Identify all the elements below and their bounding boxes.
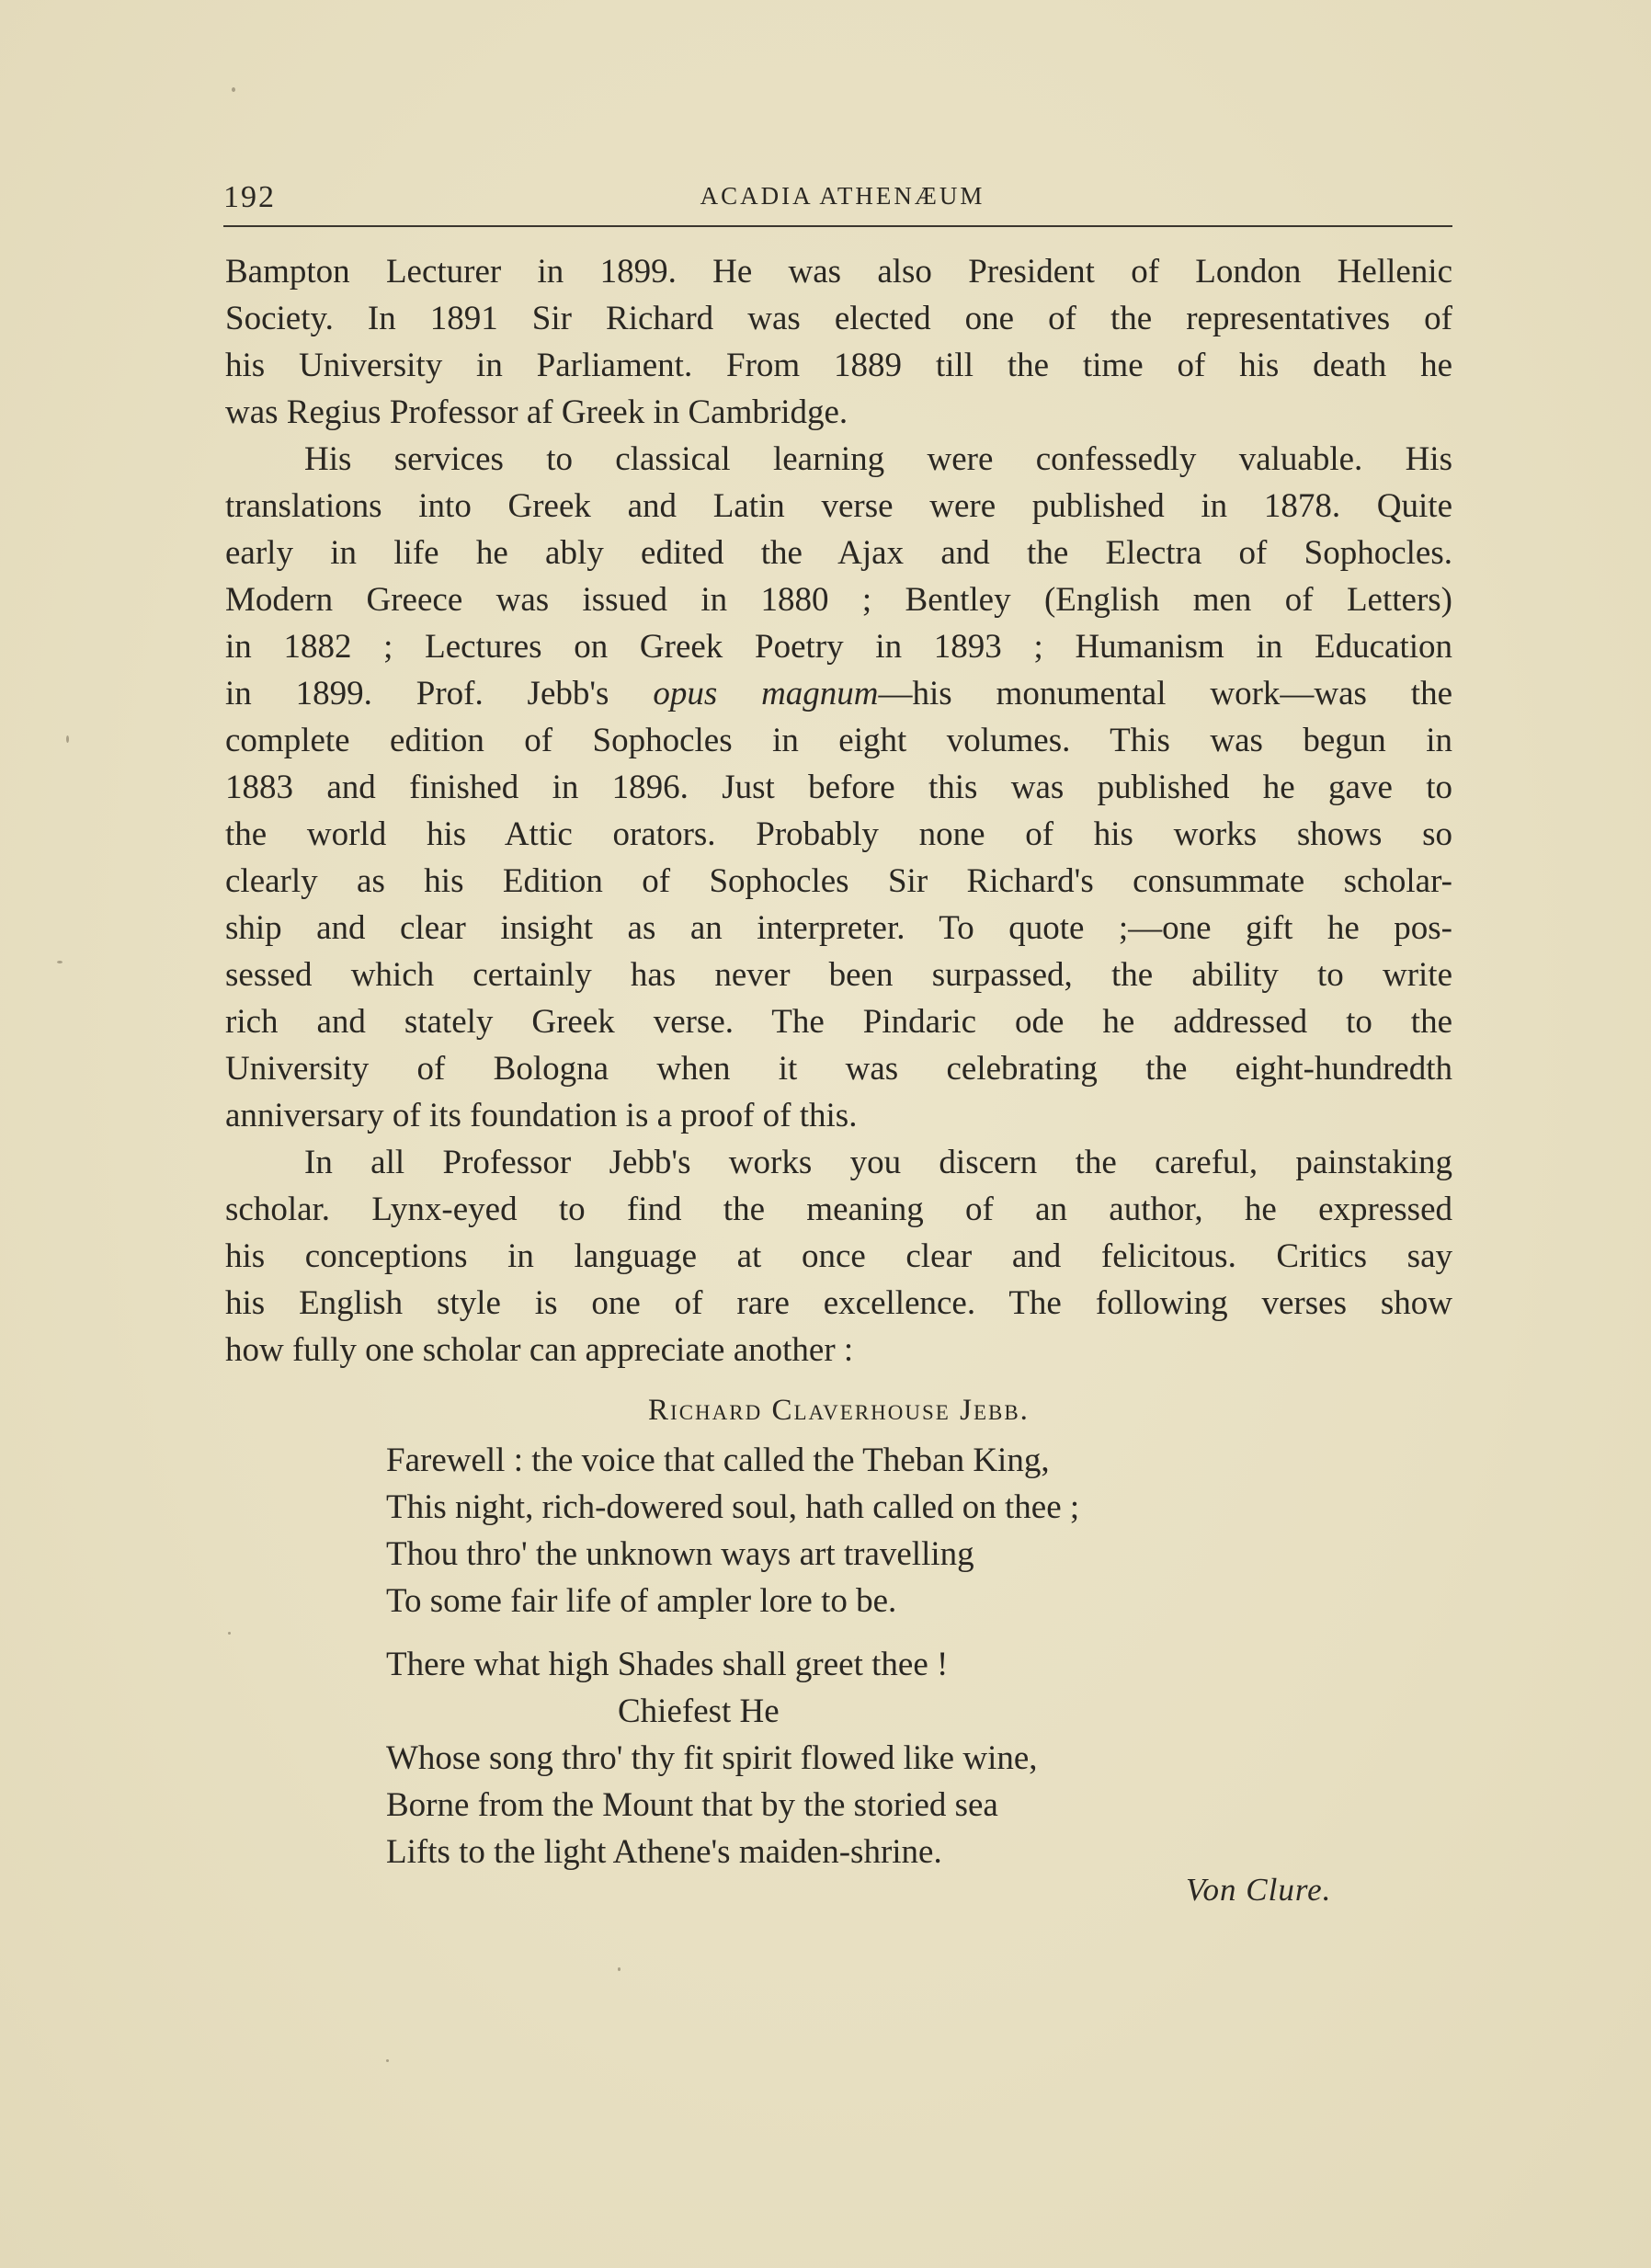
text-line-with-italic bbox=[225, 670, 1452, 717]
poem-line: Farewell : the voice that called the Theban King, bbox=[386, 1442, 1050, 1479]
poem-line: Lifts to the light Athene's maiden-shrine. bbox=[386, 1833, 942, 1871]
paper-speck bbox=[66, 735, 69, 743]
poem-line: This night, rich-dowered soul, hath called on thee ; bbox=[386, 1488, 1080, 1526]
poem-title: Richard Claverhouse Jebb. bbox=[648, 1394, 1030, 1427]
poem-stanza bbox=[386, 1437, 1305, 1624]
text-line: how fully one scholar can appreciate another : bbox=[225, 1331, 854, 1369]
poem-line: Thou thro' the unknown ways art travelling bbox=[386, 1535, 974, 1573]
text-line: the world his Attic orators. Probably none of his works shows so bbox=[225, 815, 1452, 853]
text-line: his conceptions in language at once clear and felicitous. Critics say bbox=[225, 1237, 1452, 1275]
text-line: his University in Parliament. From 1889 till the time of his death he bbox=[225, 347, 1452, 384]
text-segment: —his monumental work—was the bbox=[878, 675, 1453, 712]
paper-speck bbox=[618, 1967, 621, 1971]
poem-line: To some fair life of ampler lore to be. bbox=[386, 1582, 897, 1620]
article-body bbox=[225, 248, 1452, 1373]
text-line: University of Bologna when it was celebrating the eight-hundredth bbox=[225, 1050, 1452, 1088]
poem-signature: Von Clure. bbox=[1186, 1872, 1332, 1908]
text-line: anniversary of its foundation is a proof of this. bbox=[225, 1097, 858, 1134]
poem-line: There what high Shades shall greet thee ! bbox=[386, 1646, 949, 1683]
journal-title: ACADIA ATHENÆUM bbox=[700, 182, 985, 210]
text-line: translations into Greek and Latin verse were published in 1878. Quite bbox=[225, 487, 1452, 525]
text-line: ship and clear insight as an interpreter. To quote ;—one gift he pos- bbox=[225, 909, 1452, 947]
paper-speck bbox=[228, 1632, 231, 1635]
text-line: Modern Greece was issued in 1880 ; Bentley (English men of Letters) bbox=[225, 581, 1452, 619]
paper-speck bbox=[232, 87, 235, 92]
text-line: His services to classical learning were confessedly valuable. His bbox=[304, 440, 1452, 478]
poem-line: Borne from the Mount that by the storied sea bbox=[386, 1786, 998, 1824]
running-head bbox=[223, 180, 1452, 226]
text-line: Bampton Lecturer in 1899. He was also President of London Hellenic bbox=[225, 253, 1452, 291]
text-segment: in 1899. Prof. Jebb's bbox=[225, 675, 654, 712]
text-line: rich and stately Greek verse. The Pindaric ode he addressed to the bbox=[225, 1003, 1452, 1041]
paper-speck bbox=[57, 961, 63, 963]
text-line: clearly as his Edition of Sophocles Sir Richard's consummate scholar- bbox=[225, 862, 1452, 900]
page-number: 192 bbox=[223, 180, 276, 214]
poem-line: Whose song thro' thy fit spirit flowed like wine, bbox=[386, 1739, 1038, 1777]
text-line: was Regius Professor af Greek in Cambridge. bbox=[225, 393, 848, 431]
text-line: sessed which certainly has never been surpassed, the ability to write bbox=[225, 956, 1452, 994]
text-line: scholar. Lynx-eyed to find the meaning of an author, he expressed bbox=[225, 1191, 1452, 1228]
text-line: In all Professor Jebb's works you discern the careful, painstaking bbox=[304, 1144, 1452, 1181]
paper-speck bbox=[386, 2059, 389, 2062]
header-rule bbox=[223, 225, 1452, 227]
text-line: 1883 and finished in 1896. Just before this was published he gave to bbox=[225, 769, 1452, 806]
text-line: complete edition of Sophocles in eight volumes. This was begun in bbox=[225, 722, 1452, 759]
text-line: early in life he ably edited the Ajax and the Electra of Sophocles. bbox=[225, 534, 1452, 572]
italic-phrase: opus magnum bbox=[653, 675, 879, 712]
text-line: in 1882 ; Lectures on Greek Poetry in 1893 ; Humanism in Education bbox=[225, 628, 1452, 666]
text-line: Society. In 1891 Sir Richard was elected one of the representatives of bbox=[225, 300, 1452, 337]
text-line: his English style is one of rare excellence. The following verses show bbox=[225, 1284, 1452, 1322]
poem-line: Chiefest He bbox=[618, 1692, 780, 1730]
poem-stanza bbox=[386, 1641, 1305, 1875]
